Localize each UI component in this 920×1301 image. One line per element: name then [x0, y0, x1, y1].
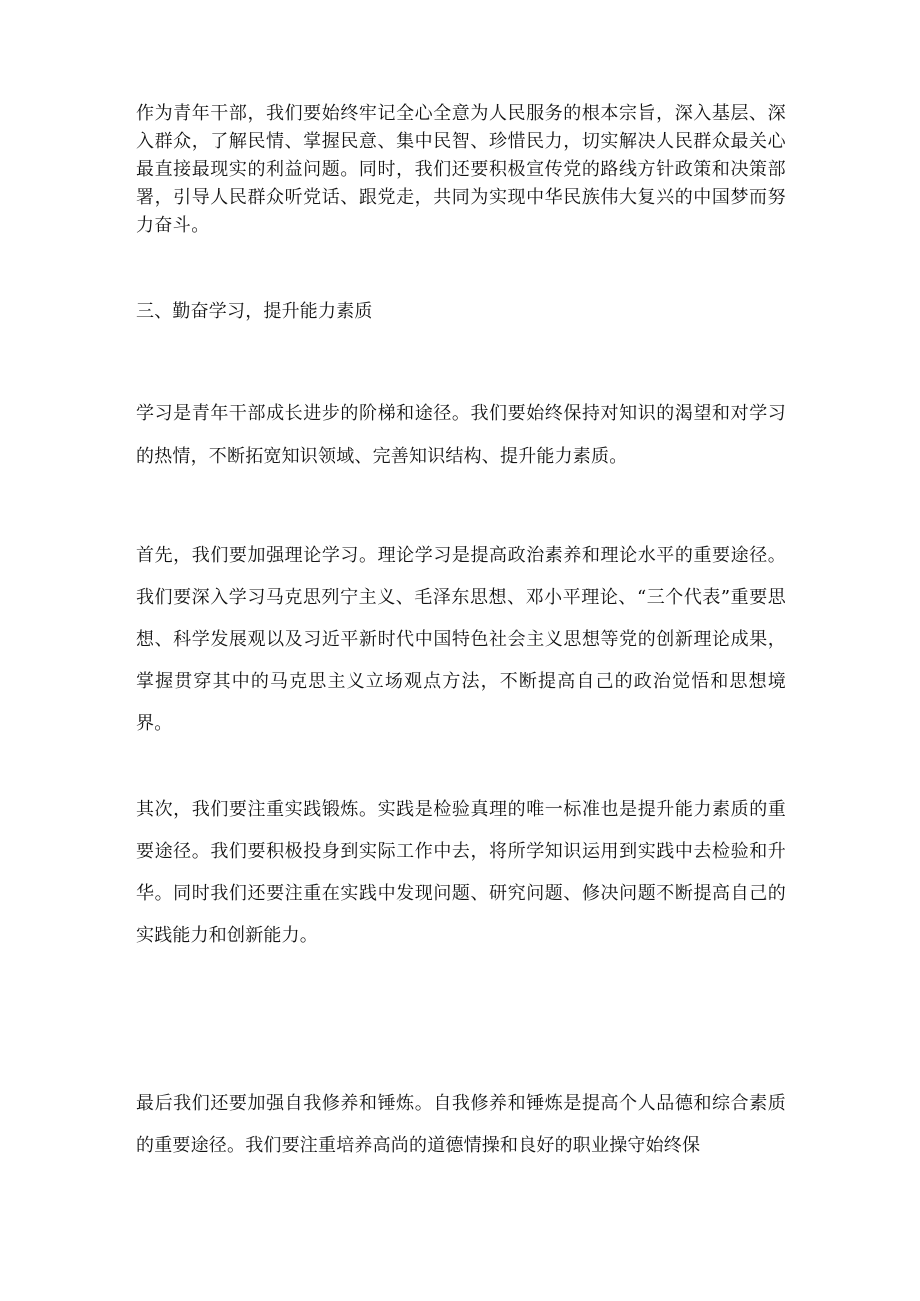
section-heading-study: 三、勤奋学习，提升能力素质: [136, 301, 373, 322]
paragraph-study-intro: 学习是青年干部成长进步的阶梯和途径。我们要始终保持对知识的渴望和对学习的热情，不断拓宽知识领域、完善知识结构、提升能力素质。: [136, 403, 786, 467]
paragraph-self-cultivation: 最后我们还要加强自我修养和锤炼。自我修养和锤炼是提高个人品德和综合素质的重要途径。我们要注重培养高尚的道德情操和良好的职业操守始终保: [136, 1093, 786, 1156]
paragraph-practice: 其次，我们要注重实践锻炼。实践是检验真理的唯一标准也是提升能力素质的重要途径。我们要积极投身到实际工作中去，将所学知识运用到实践中去检验和升华。同时我们还要注重在实践中发现问题、研究问题、修决问题不断提高自己的实践能力和创新能力。: [136, 799, 786, 946]
paragraph-theory-study: 首先，我们要加强理论学习。理论学习是提高政治素养和理论水平的重要途径。我们要深入学习马克思列宁主义、毛泽东思想、邓小平理论、“三个代表”重要思想、科学发展观以及习近平新时代中国特色社会主义思想等党的创新理论成果，掌握贯穿其中的马克思主义立场观点方法，不断提高自己的政治觉悟和思想境界。: [136, 545, 786, 734]
paragraph-serve-people: 作为青年干部，我们要始终牢记全心全意为人民服务的根本宗旨，深入基层、深入群众，了解民情、掌握民意、集中民智、珍惜民力，切实解决人民群众最关心最直接最现实的利益问题。同时，我们还要积极宣传党的路线方针政策和决策部署，引导人民群众听党话、跟党走，共同为实现中华民族伟大复兴的中国梦而努力奋斗。: [136, 103, 786, 236]
